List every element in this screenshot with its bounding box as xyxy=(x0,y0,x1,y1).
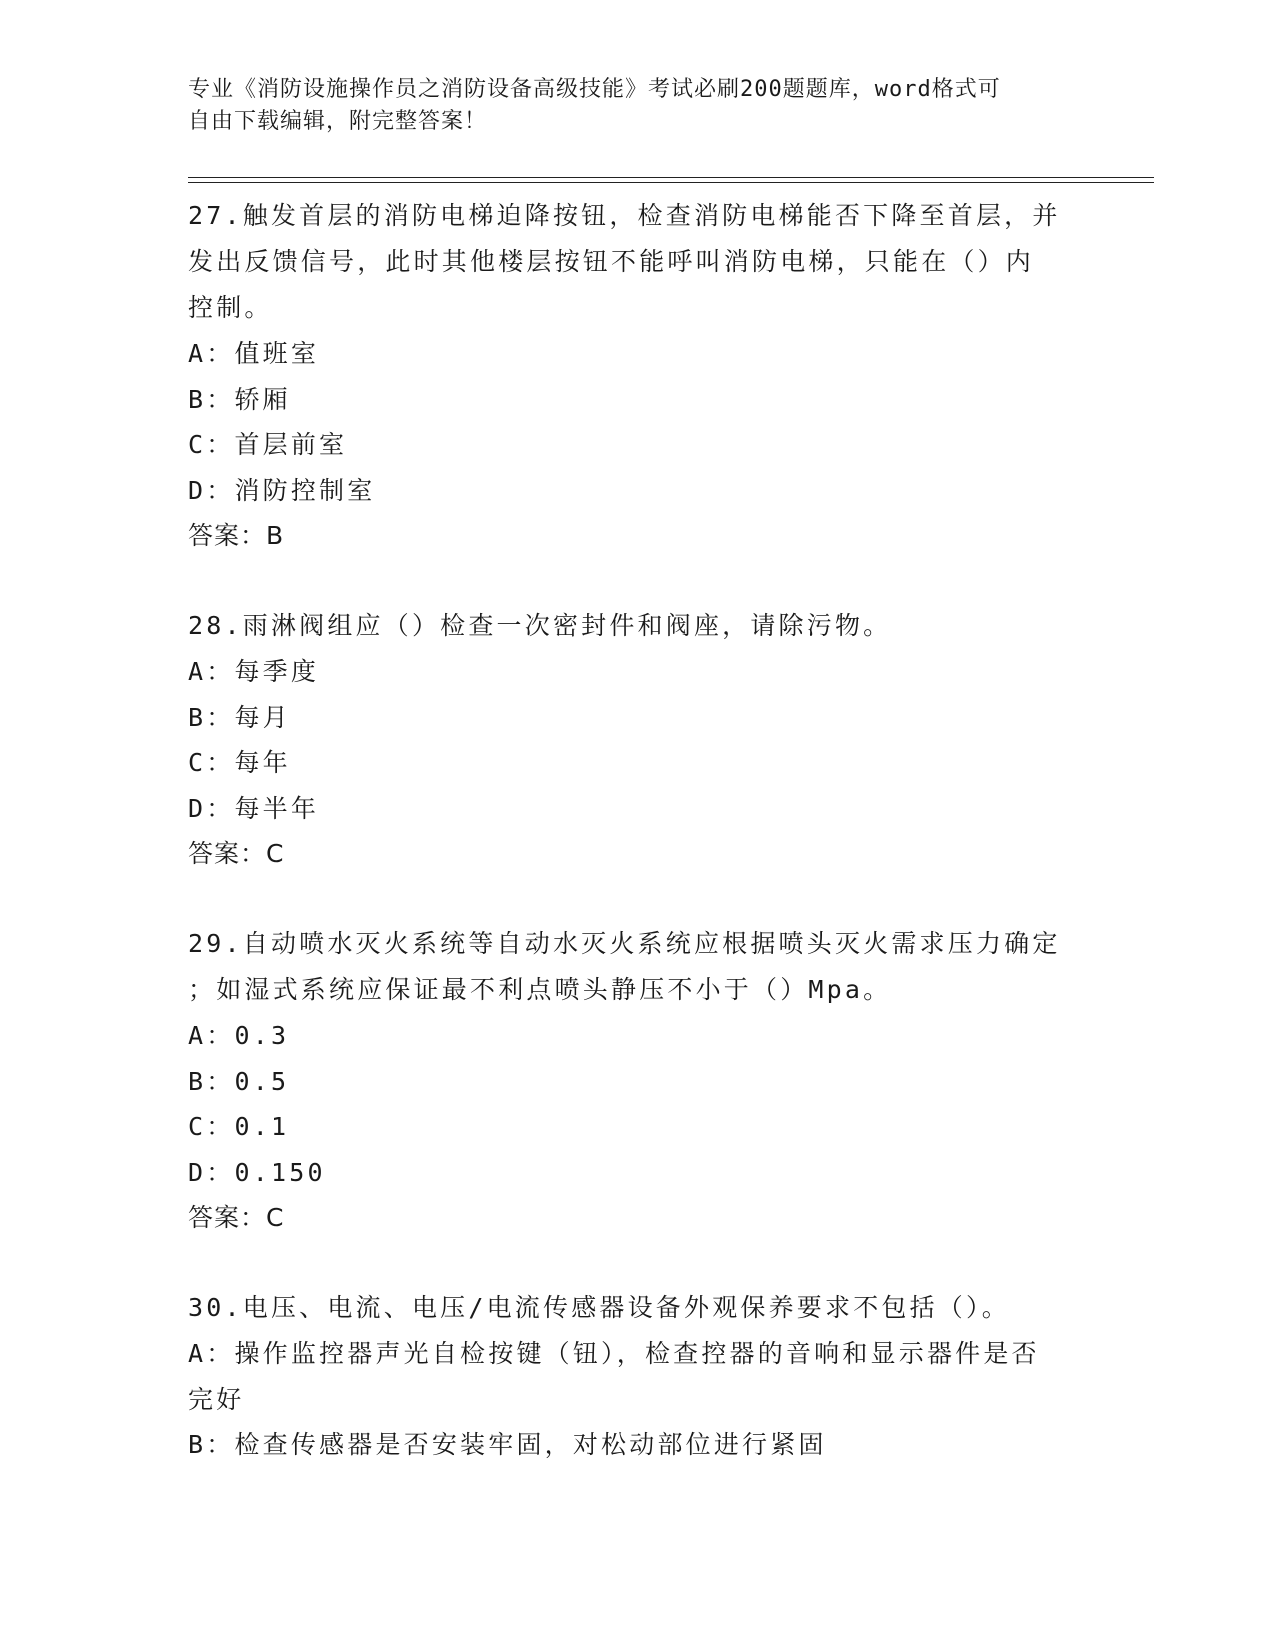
question-spacer xyxy=(188,877,1088,921)
header-divider-bottom xyxy=(188,182,1154,183)
question-stem-line: 控制。 xyxy=(188,293,273,322)
question-spacer xyxy=(188,559,1088,603)
option-b: B：轿厢 xyxy=(188,384,291,414)
question-stem-line: 29.自动喷水灭火系统等自动水灭火系统应根据喷头灭火需求压力确定 xyxy=(188,929,1061,958)
answer-line: 答案：C xyxy=(188,839,285,868)
question-29 xyxy=(188,921,1088,1241)
option-c: C：0.1 xyxy=(188,1112,290,1141)
question-stem-line: ；如湿式系统应保证最不利点喷头静压不小于（）Mpa。 xyxy=(188,975,892,1004)
option-d: D：0.150 xyxy=(188,1157,326,1187)
option-d: D：消防控制室 xyxy=(188,475,376,505)
option-a-continued: 完好 xyxy=(188,1384,245,1414)
answer-line: 答案：C xyxy=(188,1203,285,1232)
question-stem-line: 发出反馈信号，此时其他楼层按钮不能呼叫消防电梯，只能在（）内 xyxy=(188,247,1035,276)
option-a: A：每季度 xyxy=(188,657,320,686)
question-27 xyxy=(188,193,1088,559)
question-stem-line: 28.雨淋阀组应（）检查一次密封件和阀座，请除污物。 xyxy=(188,611,892,640)
option-d: D：每半年 xyxy=(188,793,320,823)
question-28 xyxy=(188,603,1088,877)
document-header xyxy=(188,74,1068,138)
option-a: A：值班室 xyxy=(188,339,320,368)
option-c: C：每年 xyxy=(188,748,291,777)
option-a: A：操作监控器声光自检按键（钮），检查控器的音响和显示器件是否 xyxy=(188,1339,1040,1368)
question-list xyxy=(188,193,1088,1468)
option-b: B：0.5 xyxy=(188,1066,290,1096)
header-divider-top xyxy=(188,177,1154,178)
question-stem-line: 27.触发首层的消防电梯迫降按钮，检查消防电梯能否下降至首层，并 xyxy=(188,201,1061,230)
question-spacer xyxy=(188,1241,1088,1285)
question-30 xyxy=(188,1285,1088,1468)
header-line-2: 自由下载编辑，附完整答案！ xyxy=(188,109,488,134)
option-b: B：检查传感器是否安装牢固，对松动部位进行紧固 xyxy=(188,1430,827,1459)
option-b: B：每月 xyxy=(188,702,291,732)
answer-line: 答案：B xyxy=(188,521,285,550)
header-line-1: 专业《消防设施操作员之消防设备高级技能》考试必刷200题题库，word格式可 xyxy=(188,77,1001,102)
option-a: A：0.3 xyxy=(188,1021,290,1050)
question-stem-line: 30.电压、电流、电压/电流传感器设备外观保养要求不包括（）。 xyxy=(188,1293,1010,1322)
option-c: C：首层前室 xyxy=(188,430,348,459)
